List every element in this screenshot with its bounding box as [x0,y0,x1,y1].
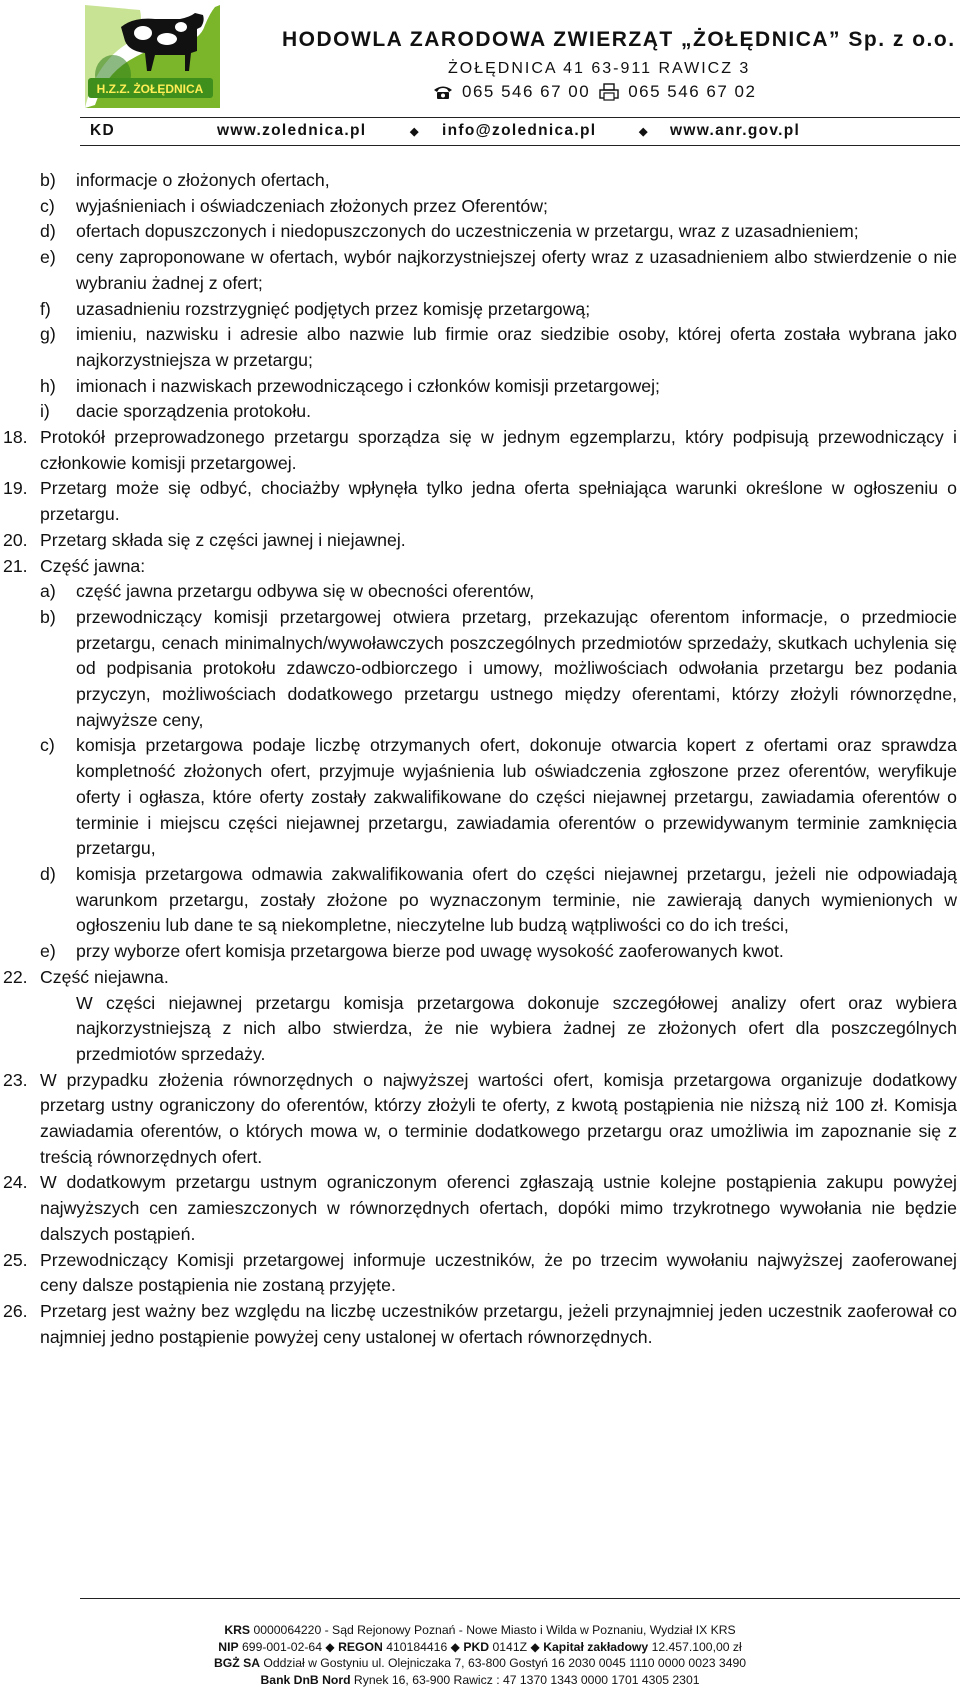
item-text: część jawna przetargu odbywa się w obecności oferentów, [76,581,535,602]
list-item [0,297,957,323]
item-text: imieniu, nazwisku i adresie albo nazwie lub firmie oraz siedzibie osoby, której oferta została wybrana jako najkorzystniejsza w przetargu; [76,324,957,370]
header-divider-bottom [80,145,960,146]
capital-label: Kapitał zakładowy [543,1639,649,1654]
company-address: ŻOŁĘDNICA 41 63-911 RAWICZ 3 [448,60,751,77]
agency-link[interactable]: www.anr.gov.pl [670,122,801,139]
separator-diamond-icon: ◆ [639,126,649,138]
list-item [0,194,957,220]
item-label: b) [40,170,56,190]
item-text: dacie sporządzenia protokołu. [76,401,311,422]
item-label: a) [40,581,56,602]
item-label: d) [40,221,56,242]
paragraph-number: 21. [3,555,28,576]
contact-line [432,82,756,102]
item-label: f) [40,298,51,319]
letterhead [0,0,960,145]
list-item [0,605,957,734]
paragraph-number: 19. [3,478,28,499]
item-label: i) [40,401,50,422]
paragraph-text: W przypadku złożenia równorzędnych o najwyższej wartości ofert, komisja przetargowa organizuje dodatkowy przetarg ustny ograniczony do oferentów, którzy złożyli te oferty, z kwotą postąpienia nie niższą niż 100 zł. Komisja zawiadamia oferentów, o których mowa w, o terminie dodatkowego przetargu oraz umożliwia im zapoznanie się z treścią równorzędnych ofert. [40,1069,957,1167]
fax-icon [598,83,620,101]
paragraph-body: W części niejawnej przetargu komisja przetargowa dokonuje szczegółowej analizy ofert oraz wybiera najkorzystniejszą z nich albo stwierdza, że nie wybiera żadnej ze złożonych ofert dla poszczególnych przedmiotów sprzedaży. [76,992,957,1064]
krs-value: 0000064220 - Sąd Rejonowy Poznań - Nowe Miasto i Wilda w Poznaniu, Wydział IX KRS [250,1623,736,1637]
item-text: przy wyborze ofert komisja przetargowa bierze pod uwagę wysokość zaoferowanych kwot. [76,941,784,962]
list-item [0,733,957,862]
item-label: d) [40,863,56,884]
list-item [0,579,957,605]
dnb-label: Bank DnB Nord [260,1672,351,1687]
telephone-icon [432,84,454,100]
numbered-paragraph [0,1299,957,1350]
phone-number[interactable]: 065 546 67 00 [462,82,591,101]
paragraph-number: 22. [3,966,28,987]
separator-diamond-icon: ◆ [410,126,420,138]
item-label: g) [40,324,56,345]
list-item [0,245,957,296]
item-text: ofertach dopuszczonych i niedopuszczonych do uczestniczenia w przetargu, wraz z uzasadnieniem; [76,221,859,242]
footer-dnb-line [0,1672,960,1689]
footer-divider [80,1598,960,1599]
logo-text: H.Z.Z. ŻOŁĘDNICA [96,82,204,96]
numbered-paragraph [0,476,957,527]
header-divider-top [80,117,960,118]
dnb-value: Rynek 16, 63-900 Rawicz : 47 1370 1343 0000 1701 4305 2301 [350,1672,700,1687]
list-item [0,374,957,400]
website-link[interactable]: www.zolednica.pl [217,122,367,139]
company-name: HODOWLA ZARODOWA ZWIERZĄT „ŻOŁĘDNICA” Sp. z o.o. [282,28,956,51]
numbered-paragraph [0,528,957,554]
footer-ids-line [0,1639,960,1656]
list-item [0,322,957,373]
cow-logo-icon [85,5,220,108]
item-text: uzasadnieniu rozstrzygnięć podjętych przez komisję przetargową; [76,298,591,319]
paragraph-text: Część jawna: [40,555,146,576]
registration-details [0,1622,960,1688]
paragraph-number: 18. [3,427,28,448]
item-label: e) [40,247,56,268]
item-text: imionach i nazwiskach przewodniczącego i członków komisji przetargowej; [76,375,660,396]
list-item [0,939,957,965]
paragraph-text: Przewodniczący Komisji przetargowej informuje uczestników, że po trzecim wywołaniu najwyższej zaoferowanej ceny dalsze postąpienia nie zostaną przyjęte. [40,1249,957,1296]
numbered-paragraph [0,554,957,580]
paragraph-text: W dodatkowym przetargu ustnym ograniczonym oferenci zgłaszają ustnie kolejne postąpienia zakupu powyżej najwyższych cen zamieszczonych w równorzędnych ofertach, dopóki mimo trzykrotnego wywołania nie będzie dalszych postąpień. [40,1172,957,1244]
list-item [0,168,957,194]
kd-mark: KD [90,122,115,139]
paragraph-number: 24. [3,1172,28,1193]
paragraph-number: 25. [3,1249,28,1270]
item-label: h) [40,375,56,396]
bgz-value: Oddział w Gostyniu ul. Olejniczaka 7, 63-800 Gostyń 16 2030 0045 1110 0000 0023 3490 [260,1656,747,1670]
paragraph-number: 23. [3,1069,28,1090]
krs-label: KRS [224,1623,251,1637]
pkd-label: PKD [463,1639,490,1654]
item-text: komisja przetargowa podaje liczbę otrzymanych ofert, dokonuje otwarcia kopert z ofertami oraz sprawdza kompletność złożonych ofert, przyjmuje wyjaśnienia lub oświadczenia zgłoszone przez oferentów, weryfikuje oferty i ogłasza, które oferty zostały zakwalifikowane do części niejawnej przetargu, zawiadamia oferentów o terminie i miejscu części niejawnej przetargu, zawiadamia oferentów o przewidywanym terminie zamknięcia przetargu, [76,735,957,859]
paragraph-text: Przetarg składa się z części jawnej i niejawnej. [40,529,406,550]
regon-value: 410184416 ◆ [382,1639,464,1654]
pkd-value: 0141Z ◆ [489,1639,544,1654]
email-link[interactable]: info@zolednica.pl [442,122,597,139]
paragraph-text: Część niejawna. [40,966,169,987]
nip-label: NIP [218,1639,239,1654]
list-item [0,399,957,425]
numbered-paragraph [0,1068,957,1171]
item-label: c) [40,195,55,216]
nip-value: 699-001-02-64 ◆ [238,1639,339,1654]
regon-label: REGON [338,1639,383,1654]
item-label: e) [40,941,56,962]
item-text: komisja przetargowa odmawia zakwalifikowania ofert do części niejawnej przetargu, jeżeli nie odpowiadają warunkom przetargu, zostały złożone po wyznaczonym terminie, nie zawierają danych wymienionych w ogłoszeniu lub dane te są niekompletne, nieczytelne lub budzą wątpliwości co do ich treści, [76,863,957,936]
footer-bgz-line [0,1655,960,1672]
document-body [0,168,960,1350]
numbered-paragraph [0,1170,957,1247]
item-text: ceny zaproponowane w ofertach, wybór najkorzystniejszej oferty wraz z uzasadnieniem albo stwierdzenie o nie wybraniu żadnej z ofert; [76,247,957,293]
list-item [0,862,957,939]
paragraph-text: Przetarg jest ważny bez względu na liczbę uczestników przetargu, jeżeli przynajmniej jeden uczestnik zaoferował co najmniej jedno postąpienie powyżej ceny ustalonej w ofertach równorzędnych. [40,1300,957,1347]
item-text: przewodniczący komisji przetargowej otwiera przetarg, przekazując oferentom informacje, o przedmiocie przetargu, cenach minimalnych/wywoławczych poszczególnych przedmiotów sprzedaży, skutkach uchylenia się od podpisania protokołu zdawczo-odbiorczego i umowy, możliwościach odwołania przetargu bez podania przyczyn, możliwościach dodatkowego przetargu ustnego między oferentami, którzy złożyli równorzędne, najwyższe ceny, [76,606,957,730]
item-text: informacje o złożonych ofertach, [76,170,330,190]
item-text: wyjaśnieniach i oświadczeniach złożonych przez Oferentów; [76,195,548,216]
item-label: b) [40,606,56,627]
item-label: c) [40,735,55,756]
numbered-paragraph [0,1248,957,1299]
footer-krs-line [0,1622,960,1639]
paragraph-number: 20. [3,529,28,550]
numbered-paragraph [0,425,957,476]
numbered-paragraph [0,965,957,991]
header-links-bar [90,122,870,142]
bgz-label: BGŻ SA [213,1656,260,1670]
list-item [0,219,957,245]
fax-number[interactable]: 065 546 67 02 [628,82,757,101]
capital-value: 12.457.100,00 zł [648,1639,742,1654]
paragraph-number: 26. [3,1300,28,1321]
paragraph-text: Protokół przeprowadzonego przetargu sporządza się w jednym egzemplarzu, który podpisują przewodniczący i członkowie komisji przetargowej. [40,427,957,473]
paragraph-text: Przetarg może się odbyć, chociażby wpłynęła tylko jedna oferta spełniająca warunki określone w ogłoszeniu o przetargu. [40,478,957,525]
